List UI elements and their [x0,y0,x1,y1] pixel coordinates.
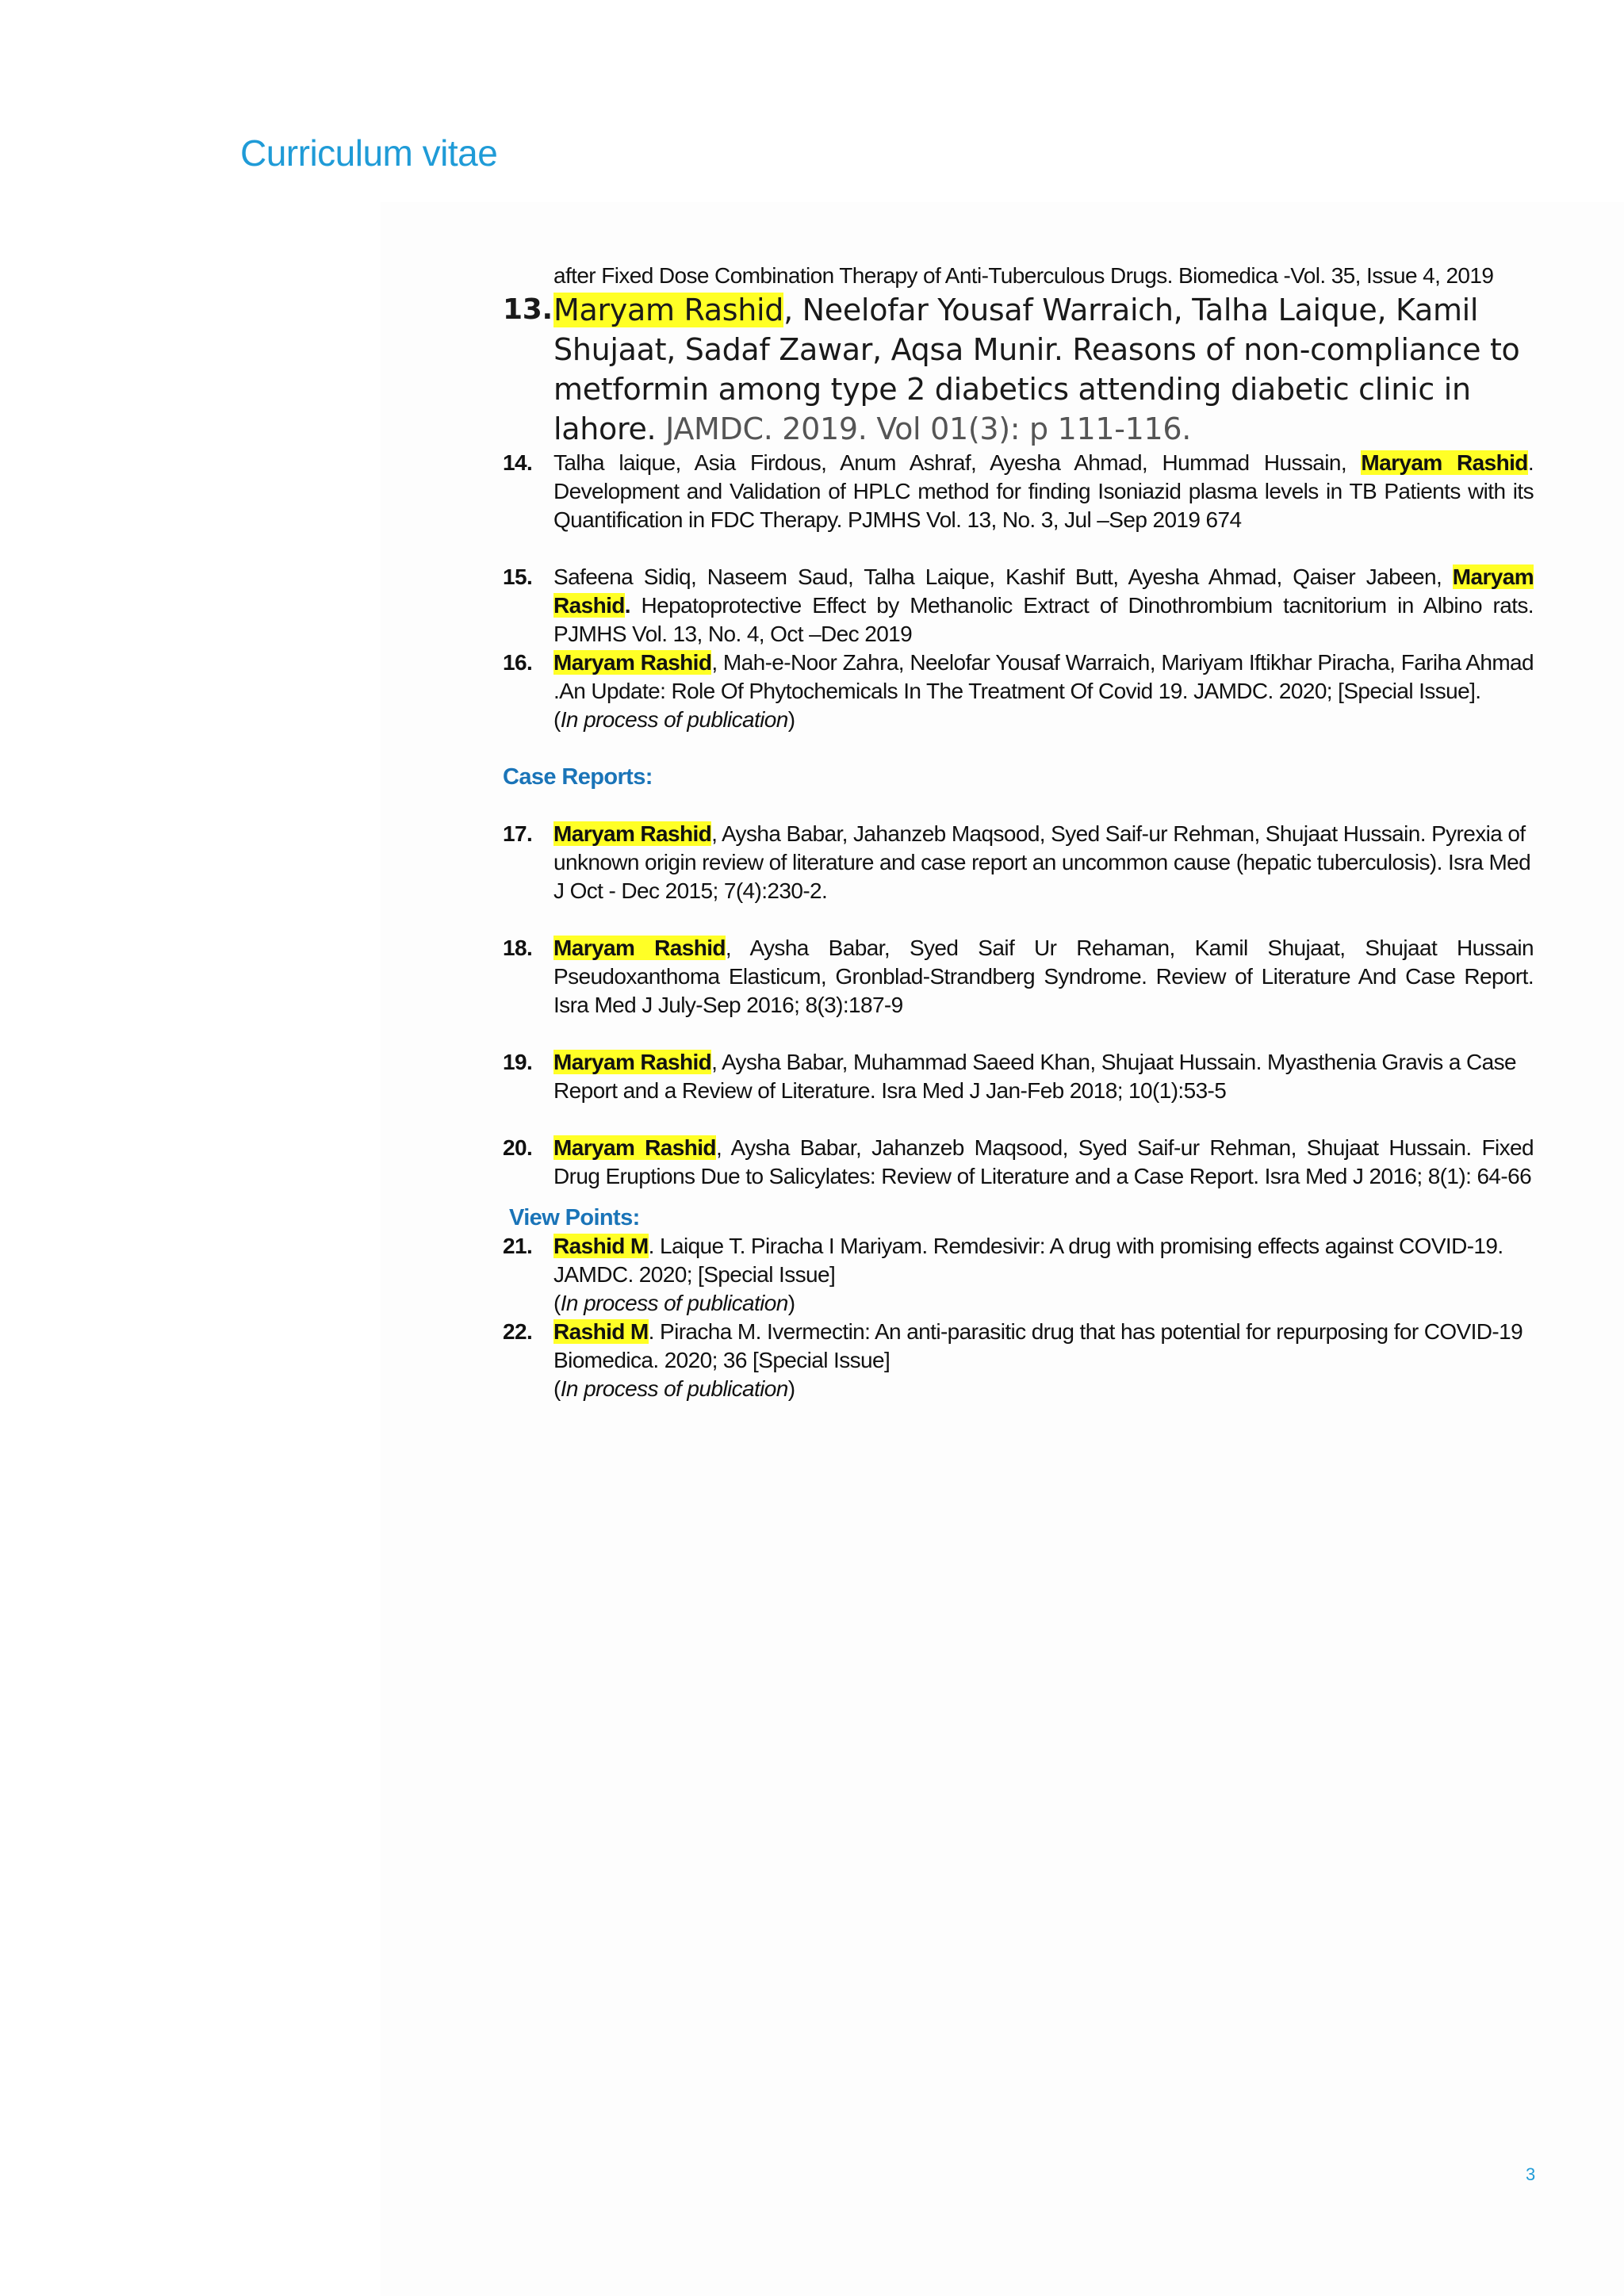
view-point-21 [503,1232,1534,1318]
entry-authors: Safeena Sidiq, Naseem Saud, Talha Laique, Kashif Butt, Ayesha Ahmad, Qaiser Jabeen, [553,564,1453,589]
spacer [503,1105,1534,1134]
spacer [503,905,1534,934]
spacer [503,534,1534,563]
publication-status: (In process of publication) [553,1291,795,1315]
entry-number: 18. [503,936,533,960]
entry-period: . [624,593,630,618]
case-report-18 [503,934,1534,1020]
highlighted-author: Maryam Rashid [553,650,712,675]
publication-entry-14 [503,449,1534,534]
entry-number: 16. [503,650,533,675]
spacer [503,1191,1534,1203]
entry-text: . Development and Validation of HPLC method for finding Isoniazid plasma levels in TB Patients with its Quantification in FDC Therapy. PJMHS Vol. 13, No. 3, Jul –Sep 2019 674 [553,450,1534,532]
publication-entry-13 [503,290,1534,449]
entry-number: 15. [503,564,533,589]
highlighted-author: Maryam Rashid [553,821,712,846]
publication-status: (In process of publication) [553,707,795,732]
entry-text: , Aysha Babar, Jahanzeb Maqsood, Syed Saif-ur Rehman, Shujaat Hussain. Pyrexia of unknown origin review of literature and case report an uncommon cause (hepatic tuberculosis). Isra Med J Oct - Dec 2015; 7(4):230-2. [553,821,1531,903]
entry-title: . Reasons of non-compliance to metformin among type 2 diabetics attending diabetic clinic in lahore. [553,332,1520,446]
entry-text: , Aysha Babar, Syed Saif Ur Rehaman, Kamil Shujaat, Shujaat Hussain Pseudoxanthoma Elasticum, Gronblad-Strandberg Syndrome. Review of Literature And Case Report. Isra Med J July-Sep 2016; 8(3):187-9 [553,936,1534,1017]
entry-text: . Laique T. Piracha I Mariyam. Remdesivir: A drug with promising effects against COVID-19. JAMDC. 2020; [Special Issue] [553,1234,1503,1287]
case-reports-heading: Case Reports: [503,764,653,790]
highlighted-author: Maryam Rashid [553,936,726,960]
entry-number: 22. [503,1319,533,1344]
view-points-heading: View Points: [509,1205,640,1230]
entry-journal: JAMDC. 2019. Vol 01(3): p 111-116. [656,411,1192,446]
spacer [503,1020,1534,1048]
publication-status: (In process of publication) [553,1376,795,1401]
publications-list [503,262,1534,1403]
entry-text: , Mah-e-Noor Zahra, Neelofar Yousaf Warraich, Mariyam Iftikhar Piracha, Fariha Ahmad .An Update: Role Of Phytochemicals In The Treatment Of Covid 19. JAMDC. 2020; [Special Issue]. [553,650,1534,703]
publication-entry-16 [503,649,1534,734]
entry-12-continuation: after Fixed Dose Combination Therapy of Anti-Tuberculous Drugs. Biomedica -Vol. 35, Issue 4, 2019 [553,263,1494,288]
entry-number: 17. [503,821,533,846]
case-report-20 [503,1134,1534,1191]
entry-number: 13. [503,293,553,326]
highlighted-author: Rashid M [553,1319,649,1344]
highlighted-author: Maryam Rashid [553,293,784,327]
highlighted-author: Maryam Rashid [553,564,1534,618]
entry-number: 19. [503,1050,533,1074]
entry-text: , Aysha Babar, Muhammad Saeed Khan, Shujaat Hussain. Myasthenia Gravis a Case Report and a Review of Literature. Isra Med J Jan-Feb 2018; 10(1):53-5 [553,1050,1516,1103]
entry-text: . Piracha M. Ivermectin: An anti-parasitic drug that has potential for repurposing for COVID-19 Biomedica. 2020; 36 [Special Issue] [553,1319,1523,1372]
entry-number: 21. [503,1234,533,1258]
highlighted-author: Maryam Rashid [1361,450,1528,475]
publication-entry-15 [503,563,1534,649]
entry-authors: , Neelofar Yousaf Warraich, Talha Laique, Kamil Shujaat, Sadaf Zawar, Aqsa Munir [553,293,1479,367]
entry-text: , Aysha Babar, Jahanzeb Maqsood, Syed Saif-ur Rehman, Shujaat Hussain. Fixed Drug Eruptions Due to Salicylates: Review of Literature and a Case Report. Isra Med J 2016; 8(1): 64-66 [553,1135,1534,1188]
case-report-19 [503,1048,1534,1105]
view-point-22 [503,1318,1534,1403]
highlighted-author: Maryam Rashid [553,1135,716,1160]
case-report-17 [503,820,1534,905]
page-number: 3 [1526,2164,1536,2184]
entry-authors: Talha laique, Asia Firdous, Anum Ashraf, Ayesha Ahmad, Hummad Hussain, [553,450,1362,475]
entry-text: Hepatoprotective Effect by Methanolic Extract of Dinothrombium tacnitorium in Albino rats. PJMHS Vol. 13, No. 4, Oct –Dec 2019 [553,593,1534,646]
highlighted-author: Rashid M [553,1234,649,1258]
entry-number: 20. [503,1135,533,1160]
page-title: Curriculum vitae [240,132,498,174]
entry-number: 14. [503,450,533,475]
spacer [503,791,1534,820]
spacer [503,734,1534,763]
highlighted-author: Maryam Rashid [553,1050,712,1074]
